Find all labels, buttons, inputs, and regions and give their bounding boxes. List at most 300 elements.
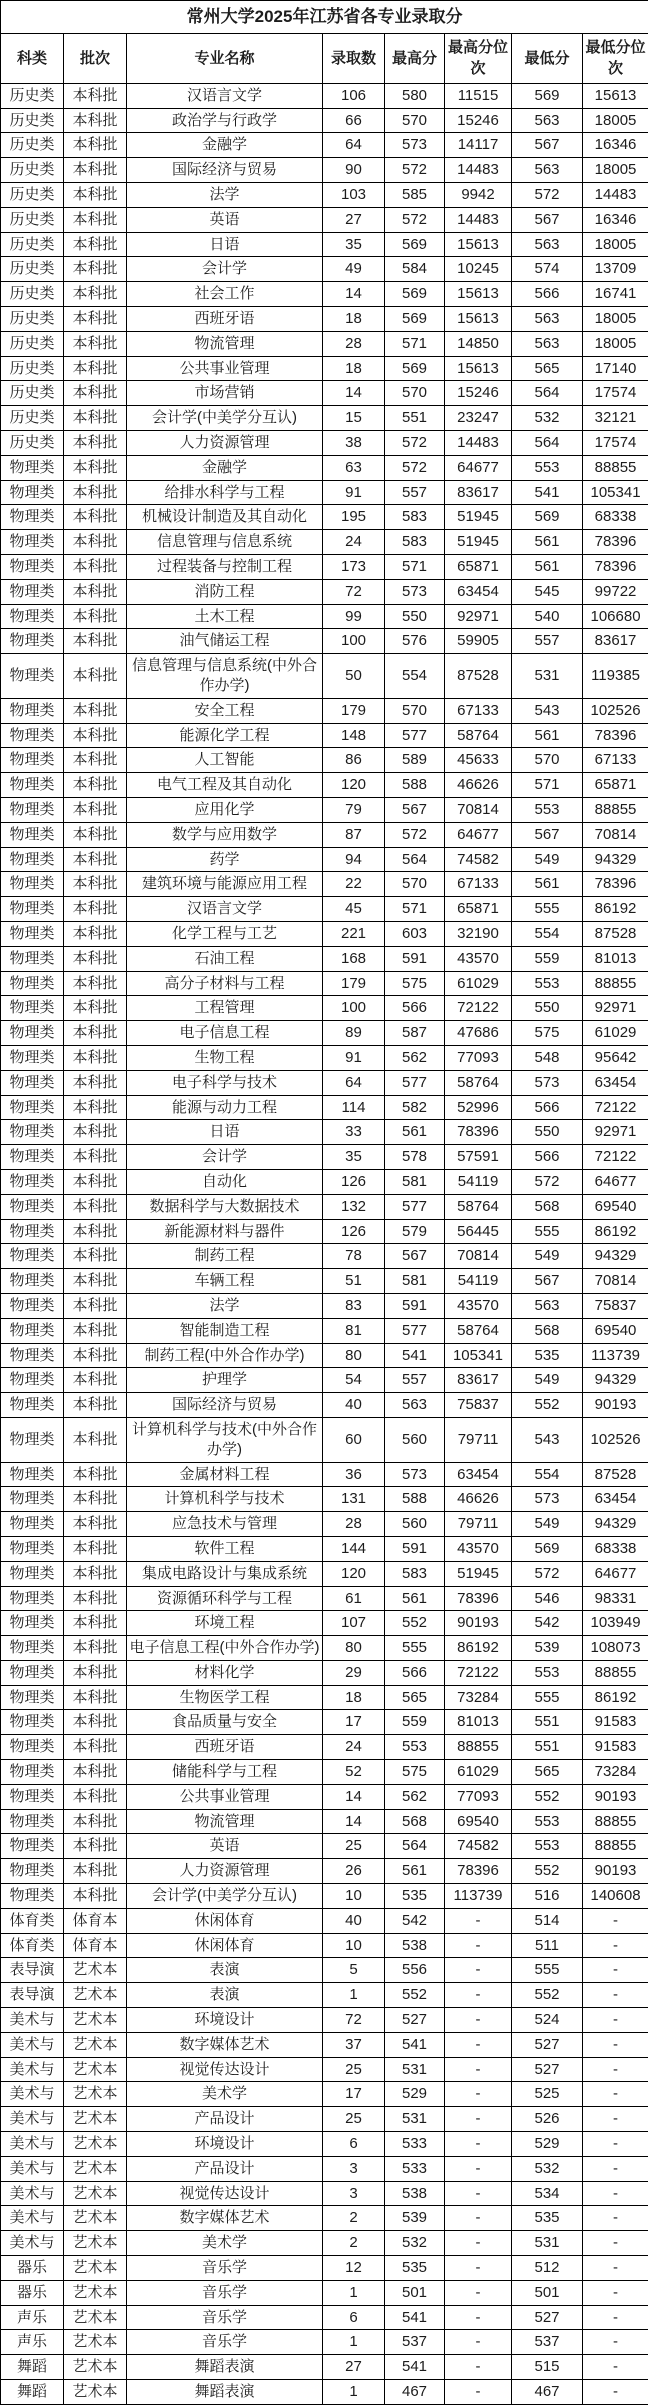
cell-major: 西班牙语 [127,1735,323,1760]
cell-max-rank: 74582 [445,847,512,872]
cell-min-rank: 86192 [583,1219,648,1244]
cell-major: 西班牙语 [127,307,323,332]
cell-category: 美术与 [1,2057,64,2082]
table-row [1,1368,648,1393]
cell-batch: 本科批 [64,530,127,555]
cell-max-rank: 72122 [445,1660,512,1685]
cell-max-score: 569 [385,307,445,332]
cell-count: 132 [323,1194,385,1219]
cell-min-score: 555 [512,1219,583,1244]
cell-category: 美术与 [1,2181,64,2206]
cell-max-rank: 45633 [445,748,512,773]
cell-min-rank: 94329 [583,847,648,872]
cell-category: 物理类 [1,1512,64,1537]
cell-max-rank: 78396 [445,1120,512,1145]
cell-max-rank: 70814 [445,1244,512,1269]
cell-major: 国际经济与贸易 [127,1393,323,1418]
cell-count: 2 [323,2206,385,2231]
cell-count: 72 [323,579,385,604]
cell-major: 音乐学 [127,2280,323,2305]
cell-max-rank: 14483 [445,158,512,183]
cell-min-rank: - [583,2355,648,2380]
cell-batch: 本科批 [64,1710,127,1735]
cell-min-rank: 75837 [583,1293,648,1318]
cell-batch: 体育本 [64,1908,127,1933]
cell-category: 物理类 [1,822,64,847]
cell-max-rank: - [445,2181,512,2206]
cell-min-rank: 70814 [583,1269,648,1294]
cell-min-score: 568 [512,1194,583,1219]
cell-batch: 艺术本 [64,2380,127,2405]
cell-max-rank: - [445,2107,512,2132]
cell-min-rank: 69540 [583,1194,648,1219]
cell-category: 物理类 [1,1343,64,1368]
cell-count: 24 [323,530,385,555]
cell-count: 29 [323,1660,385,1685]
cell-max-score: 570 [385,698,445,723]
cell-min-rank: 17574 [583,431,648,456]
cell-batch: 艺术本 [64,2008,127,2033]
cell-max-score: 533 [385,2156,445,2181]
cell-batch: 艺术本 [64,2132,127,2157]
cell-min-rank: 105341 [583,480,648,505]
cell-count: 64 [323,133,385,158]
cell-max-rank: 15613 [445,307,512,332]
cell-batch: 艺术本 [64,2305,127,2330]
column-header-max-score: 最高分 [385,34,445,84]
cell-category: 物理类 [1,654,64,699]
table-row [1,1393,648,1418]
cell-min-rank: - [583,2032,648,2057]
table-row [1,505,648,530]
cell-count: 81 [323,1318,385,1343]
table-row [1,1983,648,2008]
cell-min-rank: - [583,1908,648,1933]
cell-max-rank: - [445,2156,512,2181]
cell-min-rank: - [583,2330,648,2355]
cell-min-score: 573 [512,1487,583,1512]
table-row [1,1145,648,1170]
table-row [1,1021,648,1046]
cell-min-rank: 78396 [583,555,648,580]
cell-min-score: 527 [512,2305,583,2330]
table-row [1,2231,648,2256]
cell-max-score: 572 [385,158,445,183]
cell-category: 体育类 [1,1908,64,1933]
cell-batch: 本科批 [64,1809,127,1834]
cell-min-score: 555 [512,1958,583,1983]
cell-count: 50 [323,654,385,699]
cell-min-rank: 18005 [583,307,648,332]
cell-batch: 本科批 [64,946,127,971]
cell-max-score: 572 [385,455,445,480]
cell-batch: 本科批 [64,1269,127,1294]
cell-min-score: 567 [512,133,583,158]
cell-major: 休闲体育 [127,1908,323,1933]
cell-max-score: 581 [385,1169,445,1194]
cell-major: 会计学 [127,257,323,282]
table-row [1,946,648,971]
cell-min-score: 525 [512,2082,583,2107]
cell-batch: 本科批 [64,847,127,872]
cell-min-score: 552 [512,1784,583,1809]
cell-major: 生物工程 [127,1045,323,1070]
cell-category: 物理类 [1,996,64,1021]
table-row [1,1958,648,1983]
cell-count: 195 [323,505,385,530]
cell-min-rank: 68338 [583,505,648,530]
cell-max-rank: 73284 [445,1685,512,1710]
cell-count: 25 [323,1834,385,1859]
table-row [1,1194,648,1219]
cell-batch: 本科批 [64,83,127,108]
cell-max-score: 531 [385,2107,445,2132]
table-row [1,2156,648,2181]
cell-category: 历史类 [1,133,64,158]
cell-category: 历史类 [1,207,64,232]
cell-count: 54 [323,1368,385,1393]
cell-max-rank: 43570 [445,1293,512,1318]
cell-max-score: 566 [385,1660,445,1685]
cell-max-score: 569 [385,356,445,381]
cell-major: 信息管理与信息系统(中外合作办学) [127,654,323,699]
cell-major: 人工智能 [127,748,323,773]
cell-min-score: 566 [512,1145,583,1170]
cell-max-rank: 43570 [445,1536,512,1561]
cell-count: 40 [323,1393,385,1418]
cell-batch: 艺术本 [64,2057,127,2082]
cell-count: 27 [323,207,385,232]
cell-max-score: 564 [385,1834,445,1859]
cell-max-rank: 105341 [445,1343,512,1368]
table-row [1,654,648,699]
cell-max-rank: 51945 [445,530,512,555]
cell-count: 35 [323,1145,385,1170]
cell-max-rank: - [445,1958,512,1983]
table-row [1,1710,648,1735]
cell-max-score: 583 [385,505,445,530]
cell-max-score: 572 [385,822,445,847]
cell-min-score: 550 [512,996,583,1021]
cell-batch: 本科批 [64,1095,127,1120]
table-row [1,331,648,356]
cell-max-score: 554 [385,654,445,699]
cell-batch: 本科批 [64,1070,127,1095]
cell-min-score: 542 [512,1611,583,1636]
table-row [1,798,648,823]
cell-category: 舞蹈 [1,2355,64,2380]
page-title: 常州大学2025年江苏省各专业录取分 [1,1,648,34]
cell-max-score: 569 [385,232,445,257]
cell-count: 1 [323,1983,385,2008]
cell-batch: 本科批 [64,282,127,307]
cell-category: 物理类 [1,1586,64,1611]
cell-batch: 本科批 [64,654,127,699]
cell-category: 物理类 [1,1809,64,1834]
cell-min-score: 572 [512,1561,583,1586]
table-row [1,232,648,257]
cell-category: 物理类 [1,698,64,723]
cell-max-rank: 54119 [445,1169,512,1194]
cell-min-score: 535 [512,2206,583,2231]
cell-category: 美术与 [1,2132,64,2157]
cell-category: 历史类 [1,158,64,183]
column-header-count: 录取数 [323,34,385,84]
cell-count: 6 [323,2132,385,2157]
cell-category: 美术与 [1,2008,64,2033]
cell-max-rank: 83617 [445,480,512,505]
cell-max-rank: 58764 [445,1194,512,1219]
cell-major: 软件工程 [127,1536,323,1561]
cell-max-rank: 43570 [445,946,512,971]
cell-min-rank: 102526 [583,698,648,723]
cell-max-rank: 9942 [445,183,512,208]
cell-batch: 本科批 [64,1760,127,1785]
cell-batch: 艺术本 [64,2082,127,2107]
cell-max-score: 587 [385,1021,445,1046]
cell-batch: 艺术本 [64,1983,127,2008]
cell-major: 应急技术与管理 [127,1512,323,1537]
cell-max-score: 591 [385,1293,445,1318]
cell-category: 表导演 [1,1958,64,1983]
cell-major: 日语 [127,1120,323,1145]
cell-max-rank: 69540 [445,1809,512,1834]
table-row [1,2380,648,2405]
cell-max-rank: 10245 [445,257,512,282]
cell-min-rank: 94329 [583,1512,648,1537]
table-row [1,555,648,580]
cell-batch: 本科批 [64,872,127,897]
cell-batch: 艺术本 [64,2181,127,2206]
table-row [1,698,648,723]
cell-min-rank: 73284 [583,1760,648,1785]
cell-batch: 艺术本 [64,2330,127,2355]
table-row [1,307,648,332]
cell-batch: 本科批 [64,257,127,282]
table-row [1,530,648,555]
cell-batch: 本科批 [64,1660,127,1685]
cell-max-rank: 14483 [445,207,512,232]
cell-min-rank: 83617 [583,629,648,654]
cell-min-score: 467 [512,2380,583,2405]
cell-min-rank: - [583,2256,648,2281]
cell-category: 物理类 [1,480,64,505]
cell-max-score: 561 [385,1120,445,1145]
cell-min-rank: - [583,2280,648,2305]
cell-major: 会计学(中美学分互认) [127,406,323,431]
table-row [1,1784,648,1809]
cell-batch: 本科批 [64,1512,127,1537]
cell-min-score: 512 [512,2256,583,2281]
table-row [1,1219,648,1244]
cell-batch: 本科批 [64,971,127,996]
cell-category: 器乐 [1,2280,64,2305]
cell-max-rank: 113739 [445,1884,512,1909]
cell-count: 33 [323,1120,385,1145]
table-row [1,1269,648,1294]
cell-min-score: 550 [512,1120,583,1145]
cell-batch: 本科批 [64,1219,127,1244]
cell-min-score: 554 [512,1462,583,1487]
cell-max-score: 563 [385,1393,445,1418]
cell-category: 历史类 [1,431,64,456]
cell-count: 126 [323,1219,385,1244]
cell-min-rank: - [583,2132,648,2157]
cell-category: 历史类 [1,331,64,356]
column-header-category: 科类 [1,34,64,84]
cell-category: 物理类 [1,1735,64,1760]
cell-category: 物理类 [1,1095,64,1120]
cell-min-rank: 78396 [583,723,648,748]
cell-max-score: 552 [385,1611,445,1636]
cell-max-score: 564 [385,847,445,872]
cell-major: 舞蹈表演 [127,2355,323,2380]
cell-max-score: 573 [385,579,445,604]
cell-min-score: 572 [512,1169,583,1194]
cell-min-rank: 106680 [583,604,648,629]
table-row [1,604,648,629]
cell-batch: 本科批 [64,455,127,480]
cell-min-score: 553 [512,1660,583,1685]
cell-count: 103 [323,183,385,208]
cell-count: 36 [323,1462,385,1487]
cell-category: 物理类 [1,1834,64,1859]
cell-batch: 本科批 [64,1293,127,1318]
cell-min-score: 549 [512,1244,583,1269]
cell-major: 电子科学与技术 [127,1070,323,1095]
cell-max-rank: 51945 [445,505,512,530]
cell-count: 72 [323,2008,385,2033]
cell-min-rank: 13709 [583,257,648,282]
cell-batch: 本科批 [64,1784,127,1809]
cell-min-score: 563 [512,1293,583,1318]
table-row [1,2082,648,2107]
cell-major: 国际经济与贸易 [127,158,323,183]
cell-max-score: 575 [385,1760,445,1785]
cell-min-rank: 78396 [583,530,648,555]
cell-count: 26 [323,1859,385,1884]
cell-max-rank: 74582 [445,1834,512,1859]
cell-category: 器乐 [1,2256,64,2281]
table-row [1,2280,648,2305]
cell-major: 计算机科学与技术(中外合作办学) [127,1417,323,1462]
table-row [1,1120,648,1145]
table-row [1,1244,648,1269]
table-row [1,1933,648,1958]
cell-max-score: 579 [385,1219,445,1244]
cell-category: 物理类 [1,897,64,922]
cell-min-score: 541 [512,480,583,505]
cell-max-score: 532 [385,2231,445,2256]
cell-min-rank: - [583,2206,648,2231]
cell-max-score: 501 [385,2280,445,2305]
cell-category: 物理类 [1,1120,64,1145]
cell-major: 数字媒体艺术 [127,2032,323,2057]
cell-major: 音乐学 [127,2305,323,2330]
cell-min-score: 511 [512,1933,583,1958]
cell-max-rank: 92971 [445,604,512,629]
column-header-max-rank: 最高分位次 [445,34,512,84]
cell-max-score: 588 [385,773,445,798]
cell-max-score: 551 [385,406,445,431]
cell-max-score: 541 [385,2305,445,2330]
cell-batch: 本科批 [64,381,127,406]
cell-count: 173 [323,555,385,580]
cell-batch: 本科批 [64,604,127,629]
cell-max-score: 560 [385,1417,445,1462]
cell-min-score: 537 [512,2330,583,2355]
cell-min-rank: 69540 [583,1318,648,1343]
cell-category: 历史类 [1,83,64,108]
cell-min-score: 549 [512,847,583,872]
cell-min-score: 564 [512,381,583,406]
cell-max-rank: - [445,2231,512,2256]
cell-category: 物理类 [1,1293,64,1318]
cell-major: 护理学 [127,1368,323,1393]
cell-major: 集成电路设计与集成系统 [127,1561,323,1586]
cell-min-rank: 87528 [583,1462,648,1487]
cell-batch: 艺术本 [64,2107,127,2132]
cell-count: 22 [323,872,385,897]
cell-min-score: 564 [512,431,583,456]
cell-batch: 本科批 [64,108,127,133]
cell-category: 物理类 [1,847,64,872]
cell-major: 车辆工程 [127,1269,323,1294]
cell-count: 94 [323,847,385,872]
table-row [1,1169,648,1194]
table-row [1,83,648,108]
cell-max-score: 541 [385,2355,445,2380]
cell-major: 建筑环境与能源应用工程 [127,872,323,897]
cell-min-score: 563 [512,158,583,183]
cell-count: 78 [323,1244,385,1269]
cell-category: 物理类 [1,1784,64,1809]
cell-min-rank: 18005 [583,158,648,183]
cell-category: 物理类 [1,1685,64,1710]
cell-count: 28 [323,331,385,356]
cell-batch: 本科批 [64,1636,127,1661]
table-row [1,1070,648,1095]
cell-major: 新能源材料与器件 [127,1219,323,1244]
cell-category: 物理类 [1,1269,64,1294]
cell-max-rank: 67133 [445,698,512,723]
cell-max-rank: - [445,2206,512,2231]
table-body [1,83,648,2404]
cell-max-score: 567 [385,1244,445,1269]
cell-count: 63 [323,455,385,480]
cell-major: 能源化学工程 [127,723,323,748]
cell-major: 消防工程 [127,579,323,604]
cell-category: 声乐 [1,2305,64,2330]
cell-count: 89 [323,1021,385,1046]
cell-min-score: 515 [512,2355,583,2380]
cell-category: 物理类 [1,1417,64,1462]
table-row [1,723,648,748]
cell-min-score: 553 [512,798,583,823]
cell-min-score: 539 [512,1636,583,1661]
cell-category: 物理类 [1,555,64,580]
table-row [1,971,648,996]
column-header-min-rank: 最低分位次 [583,34,648,84]
cell-max-rank: 64677 [445,455,512,480]
cell-count: 3 [323,2181,385,2206]
cell-min-rank: 68338 [583,1536,648,1561]
cell-count: 87 [323,822,385,847]
cell-count: 60 [323,1417,385,1462]
cell-min-score: 565 [512,1760,583,1785]
cell-max-score: 588 [385,1487,445,1512]
cell-major: 油气储运工程 [127,629,323,654]
